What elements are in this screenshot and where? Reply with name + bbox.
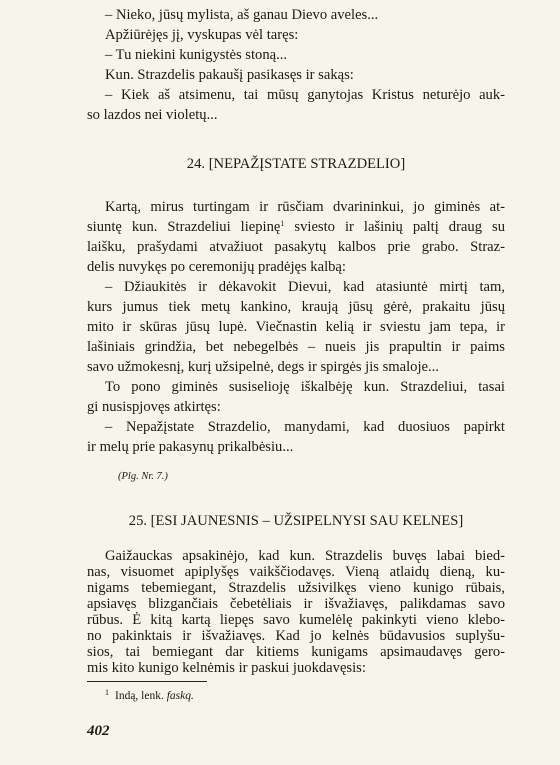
text-line: mis kito kunigo kelnėmis ir paskui juokdavęsis: — [87, 660, 366, 676]
footnote-separator — [87, 681, 207, 682]
footnote-marker: 1 — [280, 219, 285, 228]
footnote-term: faskq. — [166, 690, 194, 702]
text-line: nas, visuomet apiplyšęs vaikščiodavęs. Vieną atlaidų dieną, ku- — [87, 564, 505, 580]
text-line: kurs jumus tiek metų kankino, kraują jūsų gėrė, prakaitu jūsų — [87, 299, 505, 315]
text-line: – Nieko, jūsų mylista, aš ganau Dievo aveles... — [105, 7, 379, 23]
text-line: To pono giminės susiselioję iškalbėję kun. Strazdeliui, tasai — [105, 379, 505, 395]
text-line: apsiavęs blizgančiais čebetėliais ir išvažiavęs, palikdamas savo — [87, 596, 505, 612]
section-heading: 25. [ESI JAUNESNIS – UŽSIPELNYSI SAU KELNES] — [128, 513, 464, 529]
text-fragment: siuntę kun. Strazdeliui liepinę — [87, 219, 281, 235]
footnote — [105, 686, 194, 703]
text-line: laišku, prašydami atvažiuot pasakytų kalbos prie grabo. Straz- — [87, 239, 505, 255]
text-line: ir melų prie pakasynų prikalbėsiu... — [87, 439, 294, 455]
text-line: sios, tai bemiegant dar kitiems kunigams apsimaudavęs gero- — [87, 644, 505, 660]
page-number: 402 — [87, 723, 110, 739]
text-line: lašiniais grindžia, bet nebegelbės – nueis jis prapultin ir paims — [87, 339, 505, 355]
text-line: Gaižauckas apsakinėjo, kad kun. Strazdelis buvęs labai bied- — [105, 548, 505, 564]
text-fragment: sviesto ir lašinių paltį draug su — [284, 219, 505, 235]
text-line: no pakinktais ir išvažiavęs. Kad jo kelnės būdavusios suplyšu- — [87, 628, 505, 644]
text-line: mito ir skūras jūsų lupė. Viečnastin kelią ir sviestu jam tepa, ir — [87, 319, 505, 335]
text-line: rūbus. Ė kitą kartą liepęs savo kumelėlę pakinkyti vieno klebo- — [87, 612, 505, 628]
footnote-number: 1 — [105, 688, 109, 697]
text-line: – Nepažįstate Strazdelio, manydami, kad duosiuos papirkt — [105, 419, 505, 435]
text-line-with-footnote — [87, 219, 505, 236]
text-line: Apžiūrėjęs jį, vyskupas vėl taręs: — [105, 27, 299, 43]
text-line: Kartą, mirus turtingam ir rūsčiam dvarininkui, jo giminės at- — [105, 199, 505, 215]
text-line: delis nuvykęs po ceremonijų pradėjęs kalbą: — [87, 259, 346, 275]
text-line: – Tu niekini kunigystės stoną... — [105, 47, 288, 63]
text-line: Kun. Strazdelis pakaušį pasikasęs ir sakąs: — [105, 67, 354, 83]
text-line: so lazdos nei violetų... — [87, 107, 218, 123]
text-line: nigams tebemiegant, Strazdelis užsivilkęs vieno kunigo rūbais, — [87, 580, 505, 596]
text-line: – Džiaukitės ir dėkavokit Dievui, kad atasiuntė mirtį tam, — [105, 279, 505, 295]
section-heading: 24. [NEPAŽĮSTATE STRAZDELIO] — [186, 156, 406, 172]
text-line: – Kiek aš atsimenu, tai mūsų ganytojas Kristus neturėjo auk- — [105, 87, 505, 103]
text-line: savo užmokesnį, kurį užsipelnė, degs ir spirgės jis smaloje... — [87, 359, 439, 375]
citation: (Plg. Nr. 7.) — [118, 471, 168, 482]
footnote-text: Indą, lenk. — [115, 690, 167, 702]
text-line: gi nusispjovęs atkirtęs: — [87, 399, 221, 415]
